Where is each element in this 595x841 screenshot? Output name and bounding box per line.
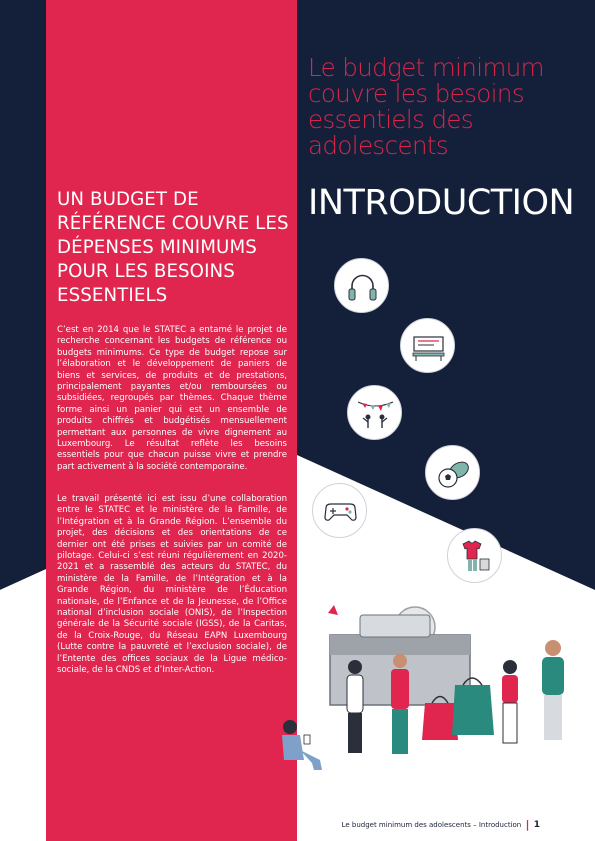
- shopping-people-illustration: [270, 575, 595, 780]
- party-icon: [347, 385, 402, 440]
- intro-paragraph-1: C’est en 2014 que le STATEC a entamé le projet de recherche concernant les budgets de référence ou budgets minimums. Ce type de budget repose sur l’élaboration et le développement de paniers de biens et services, de produits et de prestations, principalement payantes et/ou remboursées ou subsidiées, regroupés par thèmes. Chaque thème forme ainsi un panier qui est un ensemble de produits chiffrés et budgétisés mensuellement permettant aux personnes de vivre dignement au Luxembourg. Le résultat reflète les besoins essentiels pour que chacun puisse vivre et prendre part activement à la société contemporaine.: [57, 325, 287, 472]
- page-footer: [310, 818, 540, 831]
- footer-text: Le budget minimum des adolescents – Introduction: [341, 821, 522, 829]
- page-title: INTRODUCTION: [308, 183, 575, 223]
- footer-separator: |: [525, 818, 530, 831]
- school-desk-icon: [400, 318, 455, 373]
- sports-balls-icon: [425, 445, 480, 500]
- page-subtitle: Le budget minimum couvre les besoins essentiels des adolescents: [308, 53, 544, 160]
- intro-paragraph-2: Le travail présenté ici est issu d’une collaboration entre le STATEC et le ministère de la Famille, de l’Intégration et à la Grande Région. L’ensemble du projet, des décisions et des orientations de ce dernier ont été prises et suivies par un comité de pilotage. Celui-ci s’est réuni régulièrement en 2020-2021 et a rassemblé des acteurs du STATEC, du ministère de la Famille, de l’Intégration et à la Grande Région, du ministère de l’Éducation nationale, de l’Enfance et de la Jeunesse, de l’Office national d’inclusion sociale (ONIS), de l’Inspection générale de la Sécurité sociale (IGSS), de la Caritas, de la Croix-Rouge, du Réseau EAPN Luxembourg (Lutte contre la pauvreté et l’exclusion sociale), de l’Entente des offices sociaux de la Ligue médico-sociale, de la CNDS et d’Inter-Action.: [57, 494, 287, 676]
- section-heading: UN BUDGET DE RÉFÉRENCE COUVRE LES DÉPENSES MINIMUMS POUR LES BESOINS ESSENTIELS: [57, 189, 289, 306]
- headphones-icon: [334, 258, 389, 313]
- game-controller-icon: [312, 483, 367, 538]
- page-number: 1: [533, 820, 540, 830]
